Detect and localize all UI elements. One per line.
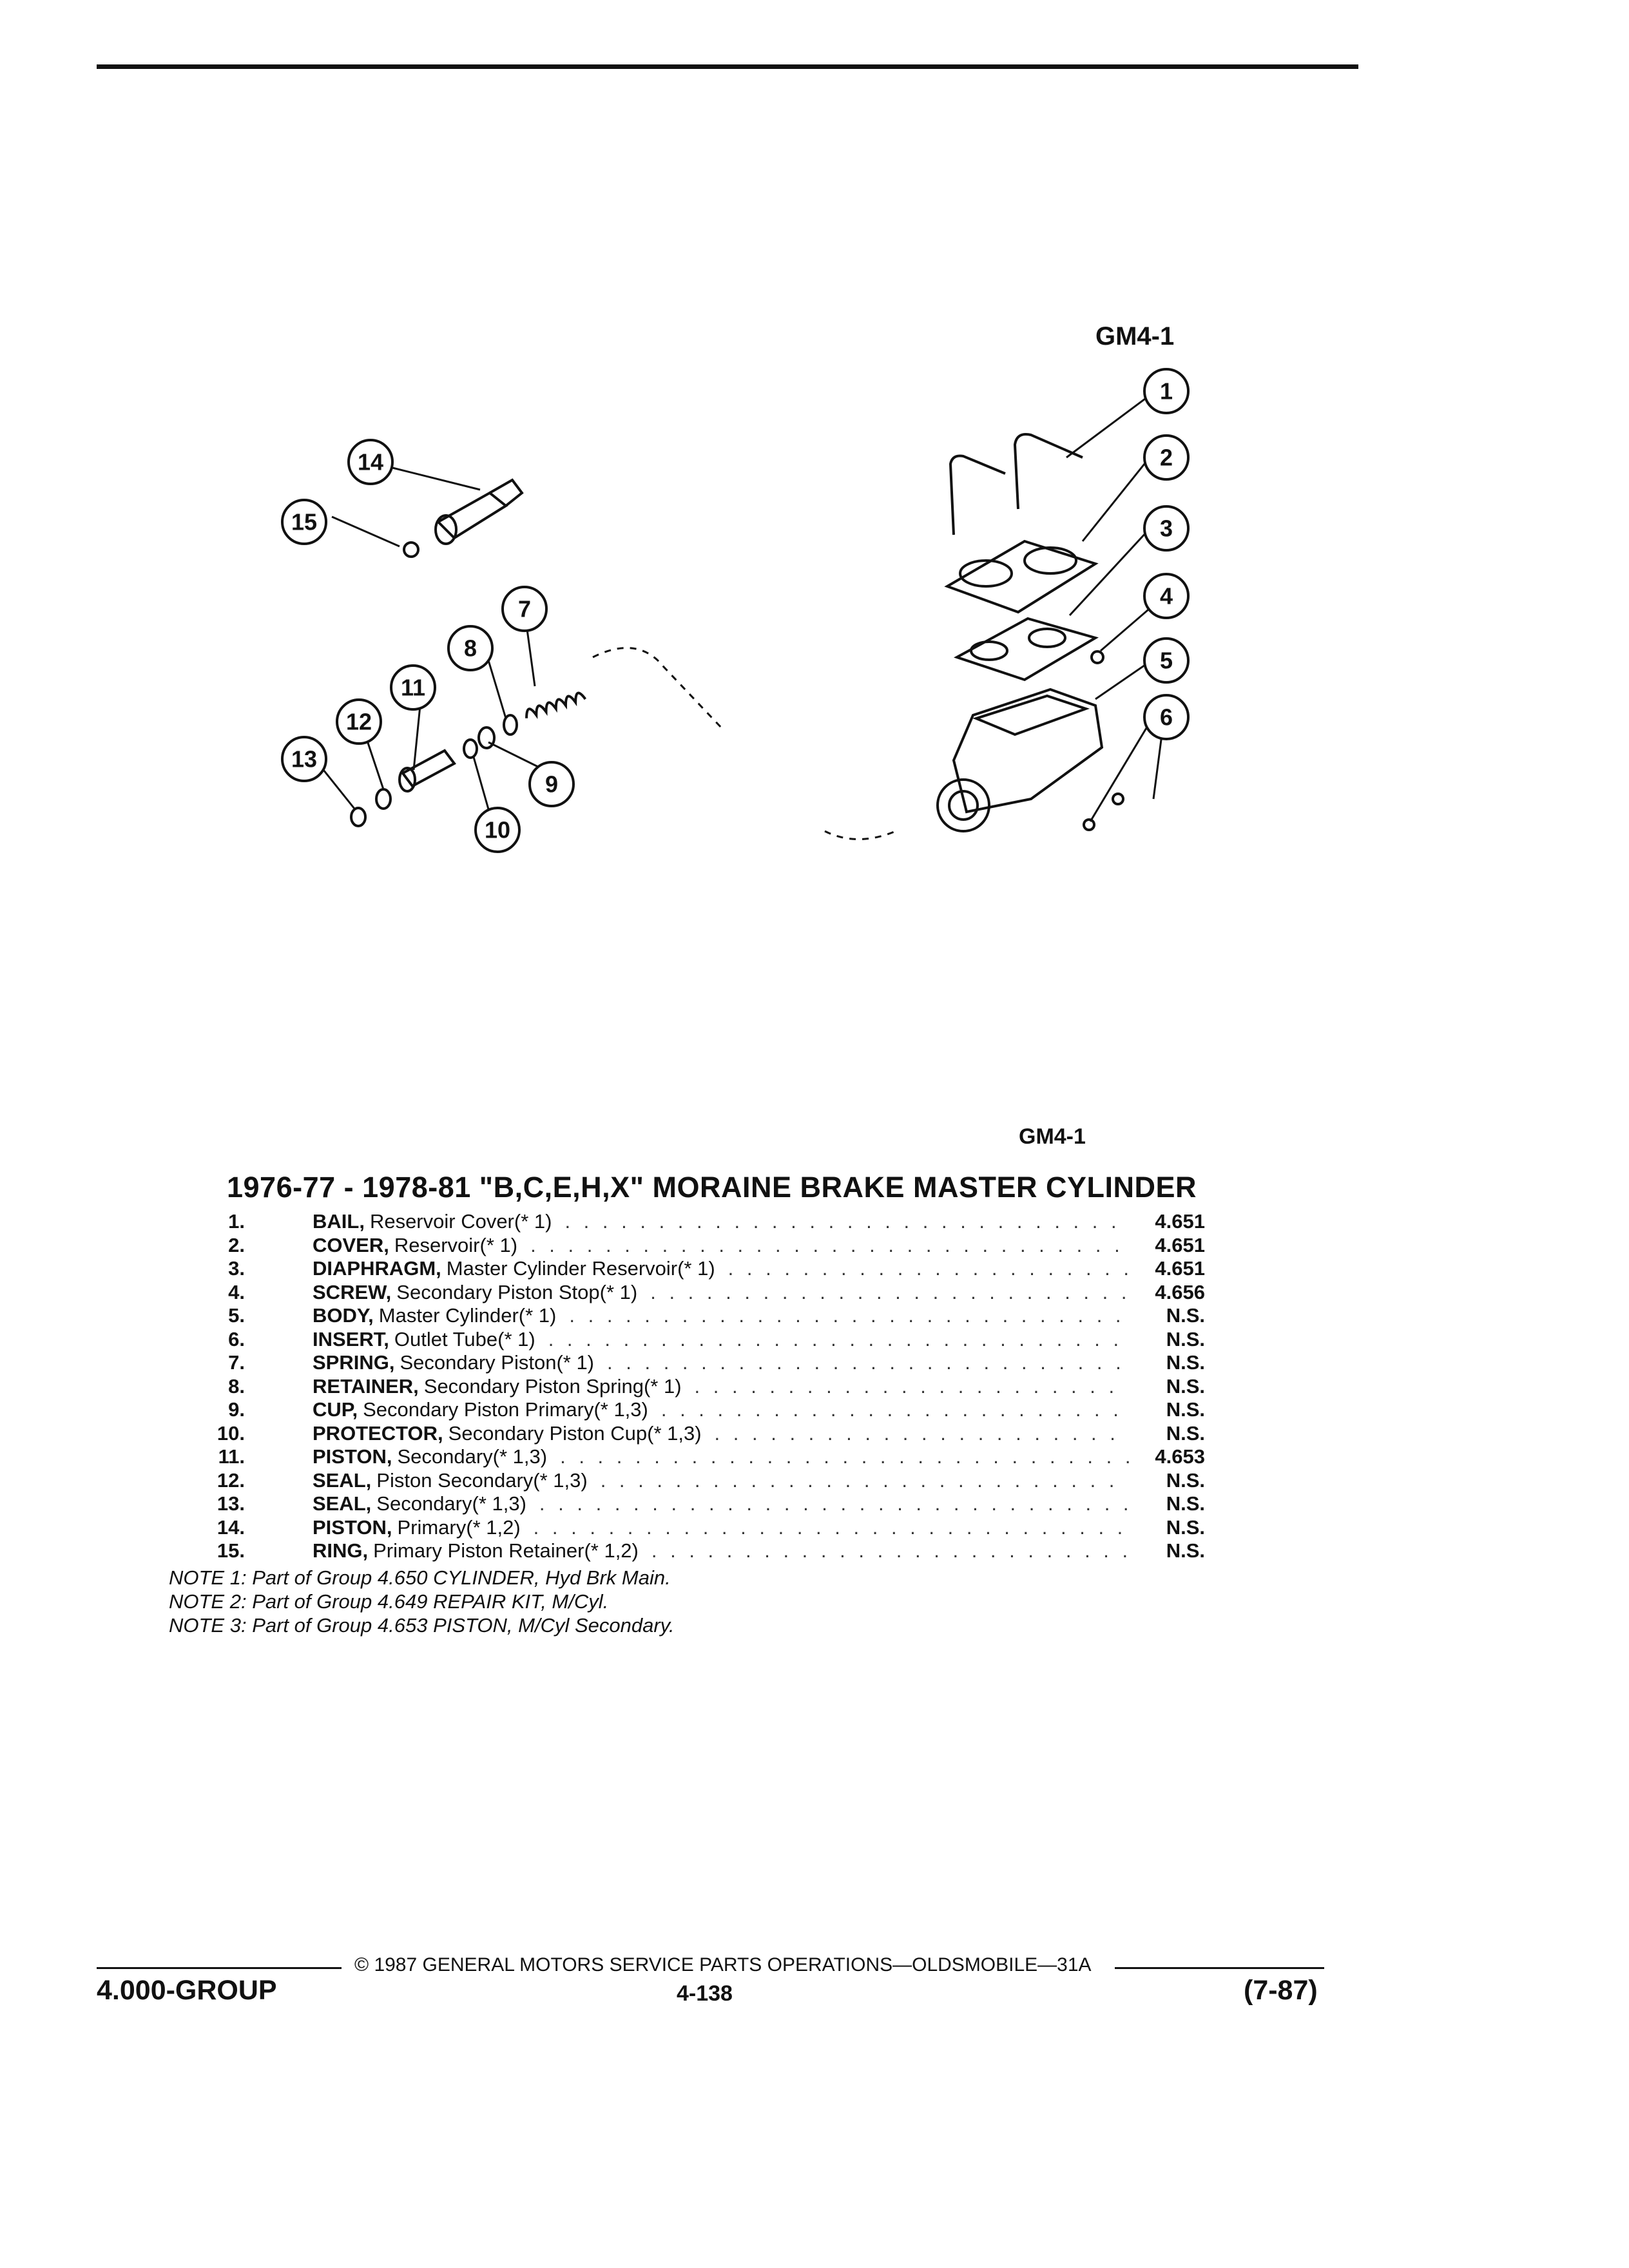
outlet-insert-part-b [1113,794,1123,804]
footer-rule-right [1115,1967,1324,1969]
part-name: INSERT, [313,1327,389,1350]
callout-label-9: 9 [545,771,559,798]
part-name: BAIL, [313,1210,365,1233]
exploded-diagram [258,348,1224,928]
part-name: SPRING, [313,1351,395,1374]
note-3: NOTE 3: Part of Group 4.653 PISTON, M/Cyl Secondary. [169,1614,675,1637]
dot-leader [564,1210,1129,1233]
callout-label-2: 2 [1159,444,1173,471]
callout-label-4: 4 [1159,582,1173,610]
page-title: 1976-77 - 1978-81 "B,C,E,H,X" MORAINE BRAKE MASTER CYLINDER [227,1171,1197,1204]
part-group: 4.651 [1155,1233,1205,1256]
part-group: N.S. [1166,1539,1205,1562]
stop-screw-part [1092,651,1103,663]
part-name: PISTON, [313,1445,392,1468]
part-row [168,1375,1211,1399]
part-row [168,1398,1211,1422]
dot-leader [548,1328,1129,1351]
piston-seal-part [376,789,390,809]
part-number: 3. [228,1257,245,1280]
part-group: 4.651 [1155,1257,1205,1280]
part-group: N.S. [1166,1515,1205,1539]
cup-protector-part [464,740,477,758]
part-number: 10. [217,1421,245,1445]
reservoir-cover-part [947,541,1095,612]
secondary-seal-part [351,808,365,826]
diaphragm-part [957,619,1095,680]
part-group: N.S. [1166,1421,1205,1445]
part-description: Secondary(* 1,3) [397,1445,548,1468]
part-row [168,1422,1211,1446]
bail-part [950,434,1083,535]
part-group: N.S. [1166,1351,1205,1374]
outlet-insert-part-a [1084,820,1094,830]
part-group: N.S. [1166,1374,1205,1398]
part-row [168,1539,1211,1563]
revision-date: (7-87) [1244,1975,1318,2006]
part-name: CUP, [313,1398,358,1421]
part-number: 14. [217,1515,245,1539]
part-description: Reservoir(* 1) [394,1233,518,1256]
callout-label-3: 3 [1159,515,1173,542]
callout-label-1: 1 [1159,378,1173,405]
part-name: SEAL, [313,1492,372,1515]
dot-leader [607,1351,1129,1374]
part-name: COVER, [313,1233,389,1256]
part-number: 13. [217,1492,245,1515]
part-description: Outlet Tube(* 1) [394,1327,535,1350]
part-name: RING, [313,1539,369,1562]
part-description: Secondary Piston(* 1) [400,1351,595,1374]
exploded-view-svg [258,348,1224,928]
part-description: Primary(* 1,2) [397,1515,521,1539]
part-name: PISTON, [313,1515,392,1539]
part-number: 7. [228,1351,245,1374]
callout-label-14: 14 [357,448,384,476]
part-group: 4.653 [1155,1445,1205,1468]
callout-label-13: 13 [291,745,318,773]
footer-rule-left [97,1967,342,1969]
dot-leader [539,1492,1129,1515]
part-number: 11. [218,1445,245,1468]
notes [169,1566,675,1637]
part-description: Secondary Piston Cup(* 1,3) [448,1421,702,1445]
part-group: N.S. [1166,1468,1205,1492]
part-number: 4. [228,1280,245,1303]
part-description: Master Cylinder Reservoir(* 1) [446,1257,715,1280]
group-label: 4.000-GROUP [97,1975,277,2006]
part-number: 15. [217,1539,245,1562]
part-name: SCREW, [313,1280,392,1303]
top-rule [97,64,1358,69]
diagram-code-top: GM4-1 [1095,322,1175,351]
part-row [168,1304,1211,1328]
part-row [168,1234,1211,1258]
part-row [168,1210,1211,1234]
callout-label-10: 10 [484,816,511,843]
dot-leader [530,1234,1129,1257]
part-row [168,1351,1211,1375]
dot-leader [651,1539,1129,1562]
part-number: 1. [228,1210,245,1233]
part-name: PROTECTOR, [313,1421,443,1445]
part-row [168,1257,1211,1281]
callout-label-5: 5 [1159,647,1173,674]
secondary-piston-part [400,751,454,791]
dot-leader [601,1469,1129,1492]
dot-leader [534,1516,1129,1539]
part-row [168,1328,1211,1352]
part-number: 6. [228,1327,245,1350]
retainer-ring-part [404,543,418,557]
part-group: N.S. [1166,1398,1205,1421]
master-cylinder-body-part [938,689,1102,831]
dot-leader [650,1281,1129,1304]
dot-leader [569,1304,1129,1327]
part-description: Primary Piston Retainer(* 1,2) [373,1539,639,1562]
dot-leader [560,1445,1129,1468]
part-name: RETAINER, [313,1374,419,1398]
part-description: Master Cylinder(* 1) [378,1304,557,1327]
copyright: © 1987 GENERAL MOTORS SERVICE PARTS OPERATIONS—OLDSMOBILE—31A [354,1954,1092,1975]
callout-label-7: 7 [517,595,532,622]
part-group: 4.656 [1155,1280,1205,1303]
part-name: BODY, [313,1304,374,1327]
part-number: 9. [228,1398,245,1421]
page-number: 4-138 [677,1981,733,2006]
part-group: N.S. [1166,1492,1205,1515]
part-group: N.S. [1166,1327,1205,1350]
part-description: Secondary(* 1,3) [376,1492,526,1515]
part-group: N.S. [1166,1304,1205,1327]
part-name: DIAPHRAGM, [313,1257,441,1280]
part-number: 8. [228,1374,245,1398]
callout-label-12: 12 [345,708,372,735]
assembly-path [593,648,896,840]
parts-list [168,1210,1211,1563]
callout-label-8: 8 [463,635,477,662]
part-row [168,1469,1211,1493]
callout-label-6: 6 [1159,704,1173,731]
part-group: 4.651 [1155,1210,1205,1233]
part-description: Reservoir Cover(* 1) [369,1210,552,1233]
part-description: Secondary Piston Primary(* 1,3) [363,1398,648,1421]
part-row [168,1492,1211,1516]
dot-leader [695,1375,1129,1398]
part-name: SEAL, [313,1468,372,1492]
callout-label-15: 15 [291,508,318,535]
part-description: Secondary Piston Spring(* 1) [423,1374,682,1398]
diagram-code-mid: GM4-1 [1019,1124,1086,1149]
dot-leader [715,1422,1129,1445]
part-row [168,1281,1211,1305]
secondary-spring-part [524,691,585,718]
part-number: 5. [228,1304,245,1327]
part-number: 12. [217,1468,245,1492]
dot-leader [661,1398,1129,1421]
note-1: NOTE 1: Part of Group 4.650 CYLINDER, Hyd Brk Main. [169,1566,671,1589]
note-2: NOTE 2: Part of Group 4.649 REPAIR KIT, M/Cyl. [169,1590,609,1613]
part-row [168,1516,1211,1540]
part-row [168,1445,1211,1469]
callout-label-11: 11 [400,674,426,701]
part-number: 2. [228,1233,245,1256]
dot-leader [728,1257,1129,1280]
part-description: Secondary Piston Stop(* 1) [396,1280,638,1303]
part-description: Piston Secondary(* 1,3) [376,1468,588,1492]
leader-lines [316,395,1163,822]
